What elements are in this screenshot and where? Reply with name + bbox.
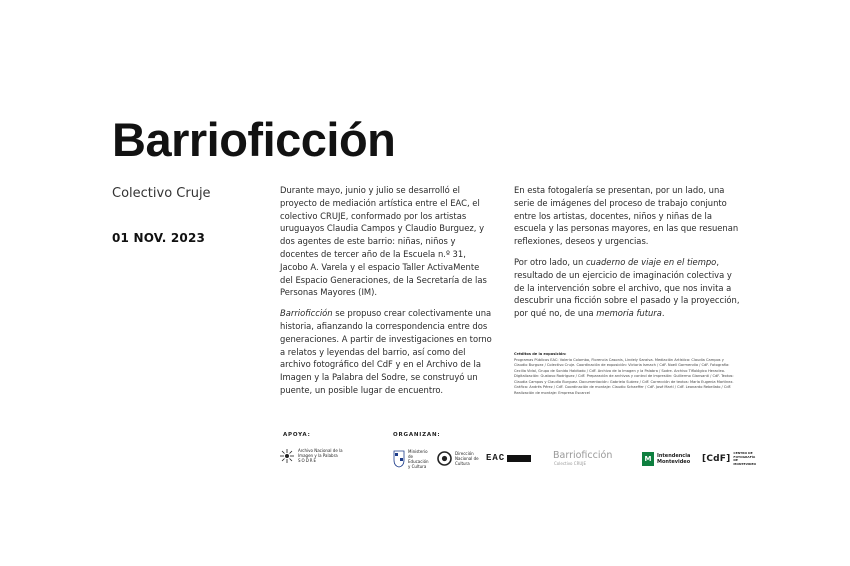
paragraph: Durante mayo, junio y julio se desarrolló el proyecto de mediación artística entre el EAC, el colectivo CRUJE, conformado por los artistas uruguayos Claudia Campos y Claudio Burguez, y dos agentes de este barrio: niñas, niños y docentes de tercer año de la Escuela n.º 31, Jacobo A. Varela y el espacio Taller ActivaMente del Espacio Generaciones, de la Secretaría de las Personas Mayores (IM).	[280, 185, 487, 298]
archivo-sub: SODRE	[298, 458, 318, 463]
text: , resultado de un ejercicio de imaginación colectiva y de la intervención sobre el archivo, que nos invita a descubrir una ficción sobre el pasado y la proyección, por qué no, de una	[514, 256, 740, 319]
dnc-logo	[437, 451, 479, 466]
credits-text: Programas Públicos EAC: Valeria Colombo, Florencia Casonis, Lindely Saraiva. Mediación Artística: Claudia Campos y Claudio Burguez / Colectivo Cruje. Coordinación de exposición: Victoria Ismach / CdF. Noelí Garmendia / CdF. Fotografía: Cecilia Vidal, Grupo de Sonido Habitado / CdF. Archivo de la Imagen y la Palabra / Sodre. Archivo Tiflológico Heracleo. Digitalización: Gustavo Rodríguez / CdF. Preparación de archivos y control de impresión: Guillermo Giansanti / CdF. Textos: Claudia Campos y Claudio Burguez. Documentación: Gabriela Suárez / CdF. Corrección de textos: María Eugenia Martínez. Gráfica: Andrés Pérez / CdF. Coordinación de montaje: Claudio Schaeffer / CdF. José Martí / CdF. Leonardo Rebellato / CdF. Realización de montaje: Empresa Escarcel	[514, 357, 734, 395]
intendencia-logo	[642, 452, 689, 466]
archivo-logo	[280, 448, 360, 463]
eac-logo	[486, 453, 531, 463]
barrioficcion-sub: Colectivo CRUJE	[554, 461, 586, 466]
mec-logo	[393, 449, 432, 469]
archivo-emblem-icon	[280, 449, 294, 463]
cdf-wordmark: [CdF]	[702, 454, 731, 465]
barrioficcion-wordmark: Barrioficción	[553, 450, 613, 461]
italic-text: cuaderno de viaje en el tiempo	[585, 256, 717, 267]
paragraph	[280, 307, 494, 397]
date: 01 NOV. 2023	[112, 231, 206, 245]
intendencia-name: Intendencia Montevideo	[657, 453, 691, 465]
apoya-label: APOYA:	[283, 432, 311, 438]
cdf-logo	[702, 452, 759, 466]
cdf-sub: CENTRO DE FOTOGRAFÍA DE MONTEVIDEO	[733, 451, 757, 466]
credits-heading: Créditos de la exposición:	[514, 352, 567, 356]
text-column-1	[280, 184, 494, 405]
italic-text: memoria futura	[596, 308, 662, 319]
eac-bar-icon	[507, 455, 531, 462]
barrioficcion-logo	[553, 451, 612, 466]
paragraph-text: se propuso crear colectivamente una historia, afianzando la correspondencia entre dos generaciones. A partir de investigaciones en torno a relatos y leyendas del barrio, así como del archivo fotográfico del CdF y en el Archivo de la Imagen y la Palabra del Sodre, se construyó un puente, un posible lugar de encuentro.	[280, 308, 492, 395]
credits	[514, 352, 736, 396]
text: .	[661, 308, 665, 319]
organizan-label: ORGANIZAN:	[393, 432, 441, 438]
text: Por otro lado, un	[514, 256, 586, 267]
paragraph	[514, 256, 740, 320]
dnc-emblem-icon	[437, 451, 452, 466]
dnc-name: Dirección Nacional de Cultura	[455, 451, 479, 466]
archivo-name: Archivo Nacional de la Imagen y la Palabra	[298, 448, 343, 458]
intendencia-m-icon: M	[642, 452, 654, 466]
mec-name: Ministerio de Educación y Cultura	[408, 449, 429, 469]
text-column-2	[514, 184, 740, 328]
uruguay-shield-icon	[393, 450, 405, 468]
subtitle: Colectivo Cruje	[112, 186, 211, 201]
eac-wordmark: EAC	[486, 453, 506, 463]
paragraph: En esta fotogalería se presentan, por un lado, una serie de imágenes del proceso de trabajo conjunto entre los artistas, docentes, niños y niñas de la escuela y las personas mayores, en las que resuenan reflexiones, deseos y urgencias.	[514, 185, 739, 247]
page-title: Barrioficción	[112, 113, 396, 166]
italic-title: Barrioficción	[280, 308, 333, 319]
